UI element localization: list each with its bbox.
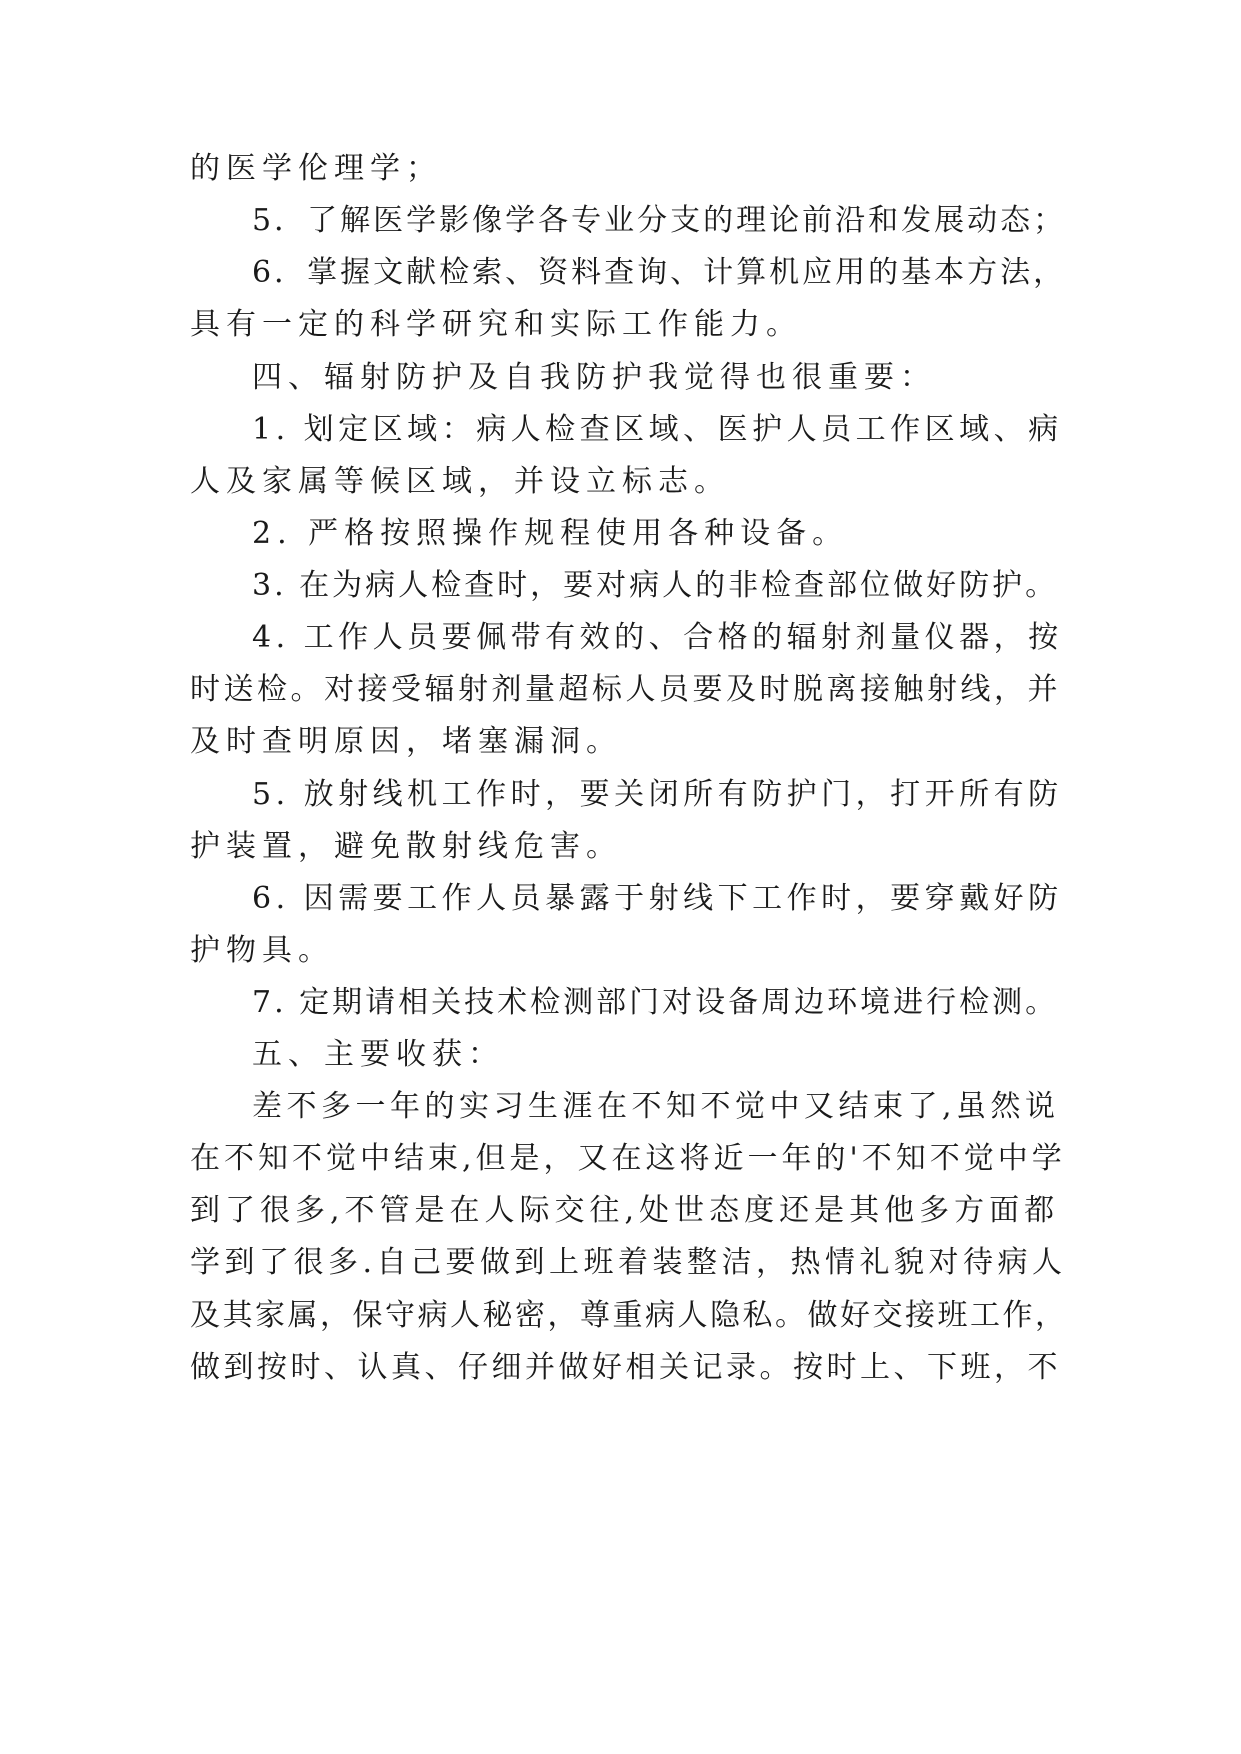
text-line: 的医学伦理学； (190, 151, 442, 186)
text-line: 5．了解医学影像学各专业分支的理论前沿和发展动态； (252, 203, 1067, 238)
text-line: 及其家属，保守病人秘密，尊重病人隐私。做好交接班工作， (190, 1298, 1068, 1333)
text-line: 2. 严格按照操作规程使用各种设备。 (252, 516, 849, 551)
section-heading: 四、辐射防护及自我防护我觉得也很重要： (252, 360, 936, 395)
text-line: 4. 工作人员要佩带有效的、合格的辐射剂量仪器，按 (252, 620, 1063, 655)
text-line: 3. 在为病人检查时，要对病人的非检查部位做好防护。 (252, 568, 1059, 603)
text-line: 6．掌握文献检索、资料查询、计算机应用的基本方法， (252, 255, 1067, 290)
text-line: 7. 定期请相关技术检测部门对设备周边环境进行检测。 (252, 985, 1059, 1020)
text-line: 5. 放射线机工作时，要关闭所有防护门，打开所有防 (252, 777, 1063, 812)
text-line: 在不知不觉中结束,但是，又在这将近一年的'不知不觉中学 (190, 1141, 1066, 1176)
text-line: 护物具。 (190, 933, 334, 968)
text-line: 及时查明原因，堵塞漏洞。 (190, 724, 622, 759)
text-line: 学到了很多.自己要做到上班着装整洁，热情礼貌对待病人 (190, 1245, 1067, 1280)
section-heading: 五、主要收获： (252, 1037, 504, 1072)
text-line: 护装置，避免散射线危害。 (190, 829, 622, 864)
text-line: 到了很多,不管是在人际交往,处世态度还是其他多方面都 (190, 1193, 1060, 1228)
text-line: 做到按时、认真、仔细并做好相关记录。按时上、下班，不 (190, 1350, 1061, 1385)
text-line: 人及家属等候区域，并设立标志。 (190, 464, 730, 499)
text-line: 差不多一年的实习生涯在不知不觉中又结束了,虽然说 (252, 1089, 1060, 1124)
text-line: 6. 因需要工作人员暴露于射线下工作时，要穿戴好防 (252, 881, 1063, 916)
text-line: 1. 划定区域：病人检查区域、医护人员工作区域、病 (252, 412, 1063, 447)
text-line: 时送检。对接受辐射剂量超标人员要及时脱离接触射线，并 (190, 672, 1061, 707)
text-line: 具有一定的科学研究和实际工作能力。 (190, 307, 802, 342)
